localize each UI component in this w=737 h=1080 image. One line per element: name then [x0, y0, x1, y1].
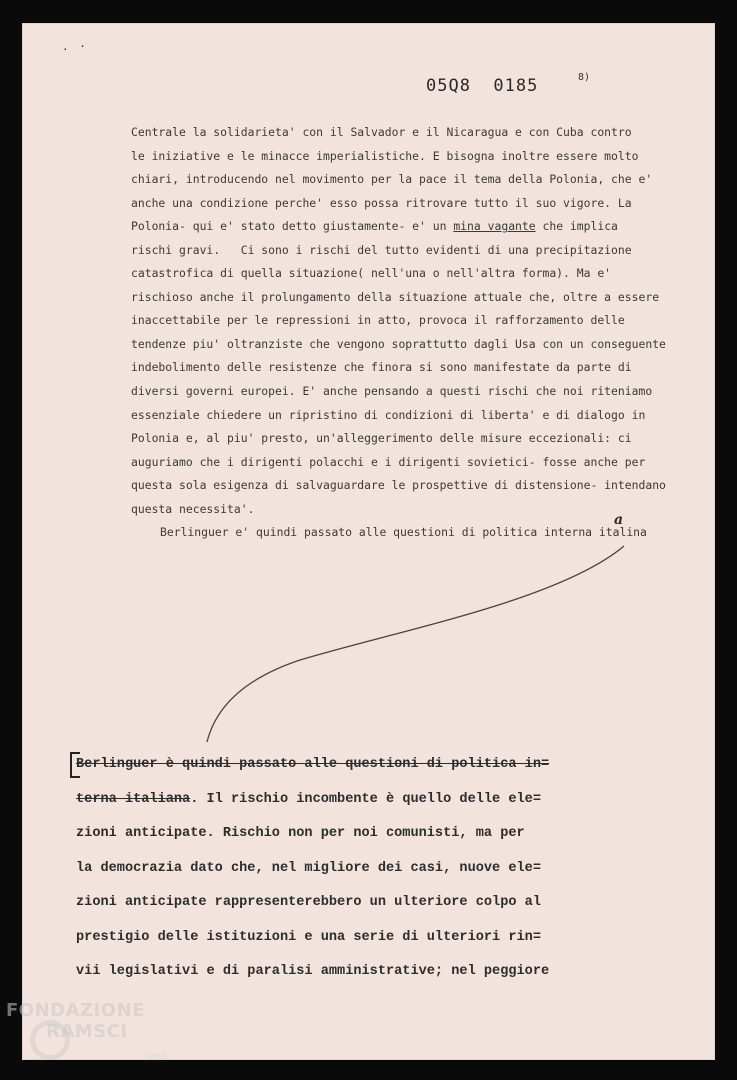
clipping-text: la democrazia dato che, nel migliore dei casi, nuove ele=	[76, 860, 541, 876]
text-line: Polonia e, al piu' presto, un'alleggerimento delle misure eccezionali: ci	[131, 431, 632, 446]
watermark	[6, 1000, 145, 1042]
text-line: chiari, introducendo nel movimento per la pace il tema della Polonia, che e'	[131, 172, 653, 187]
text-line: indebolimento delle resistenze che finora si sono manifestate da parte di	[131, 360, 632, 375]
text-line: anche una condizione perche' esso possa ritrovare tutto il suo vigore. La	[131, 195, 632, 210]
clipping-text: . Il rischio incombente è quello delle ele=	[190, 791, 541, 807]
clipping-line	[76, 748, 576, 783]
text-line: rischioso anche il prolungamento della situazione attuale che, oltre a essere	[131, 289, 660, 304]
clipping-line	[76, 955, 576, 990]
handwritten-insertion-mark: a	[614, 512, 624, 528]
clipping-text: vii legislativi e di paralisi amministrative; nel peggiore	[76, 964, 550, 979]
text-segment: che implica	[535, 219, 618, 234]
text-line: catastrofica di quella situazione( nell'una o nell'altra forma). Ma e'	[131, 266, 612, 281]
text-line: questa sola esigenza di salvaguardare le prospettive di distensione- intendano	[131, 478, 666, 493]
pasted-clipping	[76, 748, 576, 990]
clipping-line	[76, 817, 576, 852]
text-line: diversi governi europei. E' anche pensando a questi rischi che noi riteniamo	[131, 384, 653, 399]
clipping-line	[76, 886, 576, 921]
clipping-text: prestigio delle istituzioni e una serie di ulteriori rin=	[76, 929, 541, 945]
clipping-text: zioni anticipate rappresenterebbero un ulteriore colpo al	[76, 895, 541, 910]
watermark-line2: RAMSCI	[46, 1021, 128, 1042]
text-line: le iniziative e le minacce imperialistiche. E bisogna inoltre essere molto	[131, 148, 639, 163]
text-line: inaccettabile per le repressioni in atto, provoca il rafforzamento delle	[131, 313, 625, 328]
clipping-line	[76, 783, 576, 818]
corner-marks: . ·	[62, 40, 88, 53]
text-line: essenziale chiedere un ripristino di condizioni di liberta' e di dialogo in	[131, 407, 646, 422]
clipping-line	[76, 852, 576, 887]
clipping-line	[76, 921, 576, 956]
archive-code: 05Q8 0185	[426, 76, 539, 96]
page-number: 8)	[578, 72, 591, 83]
closing-line: Berlinguer e' quindi passato alle questioni di politica interna italina	[160, 525, 647, 540]
struck-text: Berlinguer è quindi passato alle questioni di politica in=	[76, 757, 550, 772]
clipping-text: zioni anticipate. Rischio non per noi comunisti, ma per	[76, 826, 525, 841]
text-line: auguriamo che i dirigenti polacchi e i dirigenti sovietici- fosse anche per	[131, 454, 646, 469]
watermark-line1: FONDAZIONE	[6, 1000, 145, 1021]
text-segment: Polonia- qui e' stato detto giustamente- e' un	[131, 219, 454, 234]
text-line: tendenze piu' oltranziste che vengono soprattutto dagli Usa con un conseguente	[131, 336, 666, 351]
underlined-phrase: mina vagante	[453, 219, 536, 234]
text-line: Centrale la solidarieta' con il Salvador e il Nicaragua e con Cuba contro	[131, 125, 632, 139]
text-line: rischi gravi. Ci sono i rischi del tutto evidenti di una precipitazione	[131, 242, 632, 257]
text-line: questa necessita'.	[131, 501, 255, 516]
struck-text: terna italiana	[76, 791, 191, 807]
watermark-subtitle: onlus	[146, 1052, 168, 1061]
